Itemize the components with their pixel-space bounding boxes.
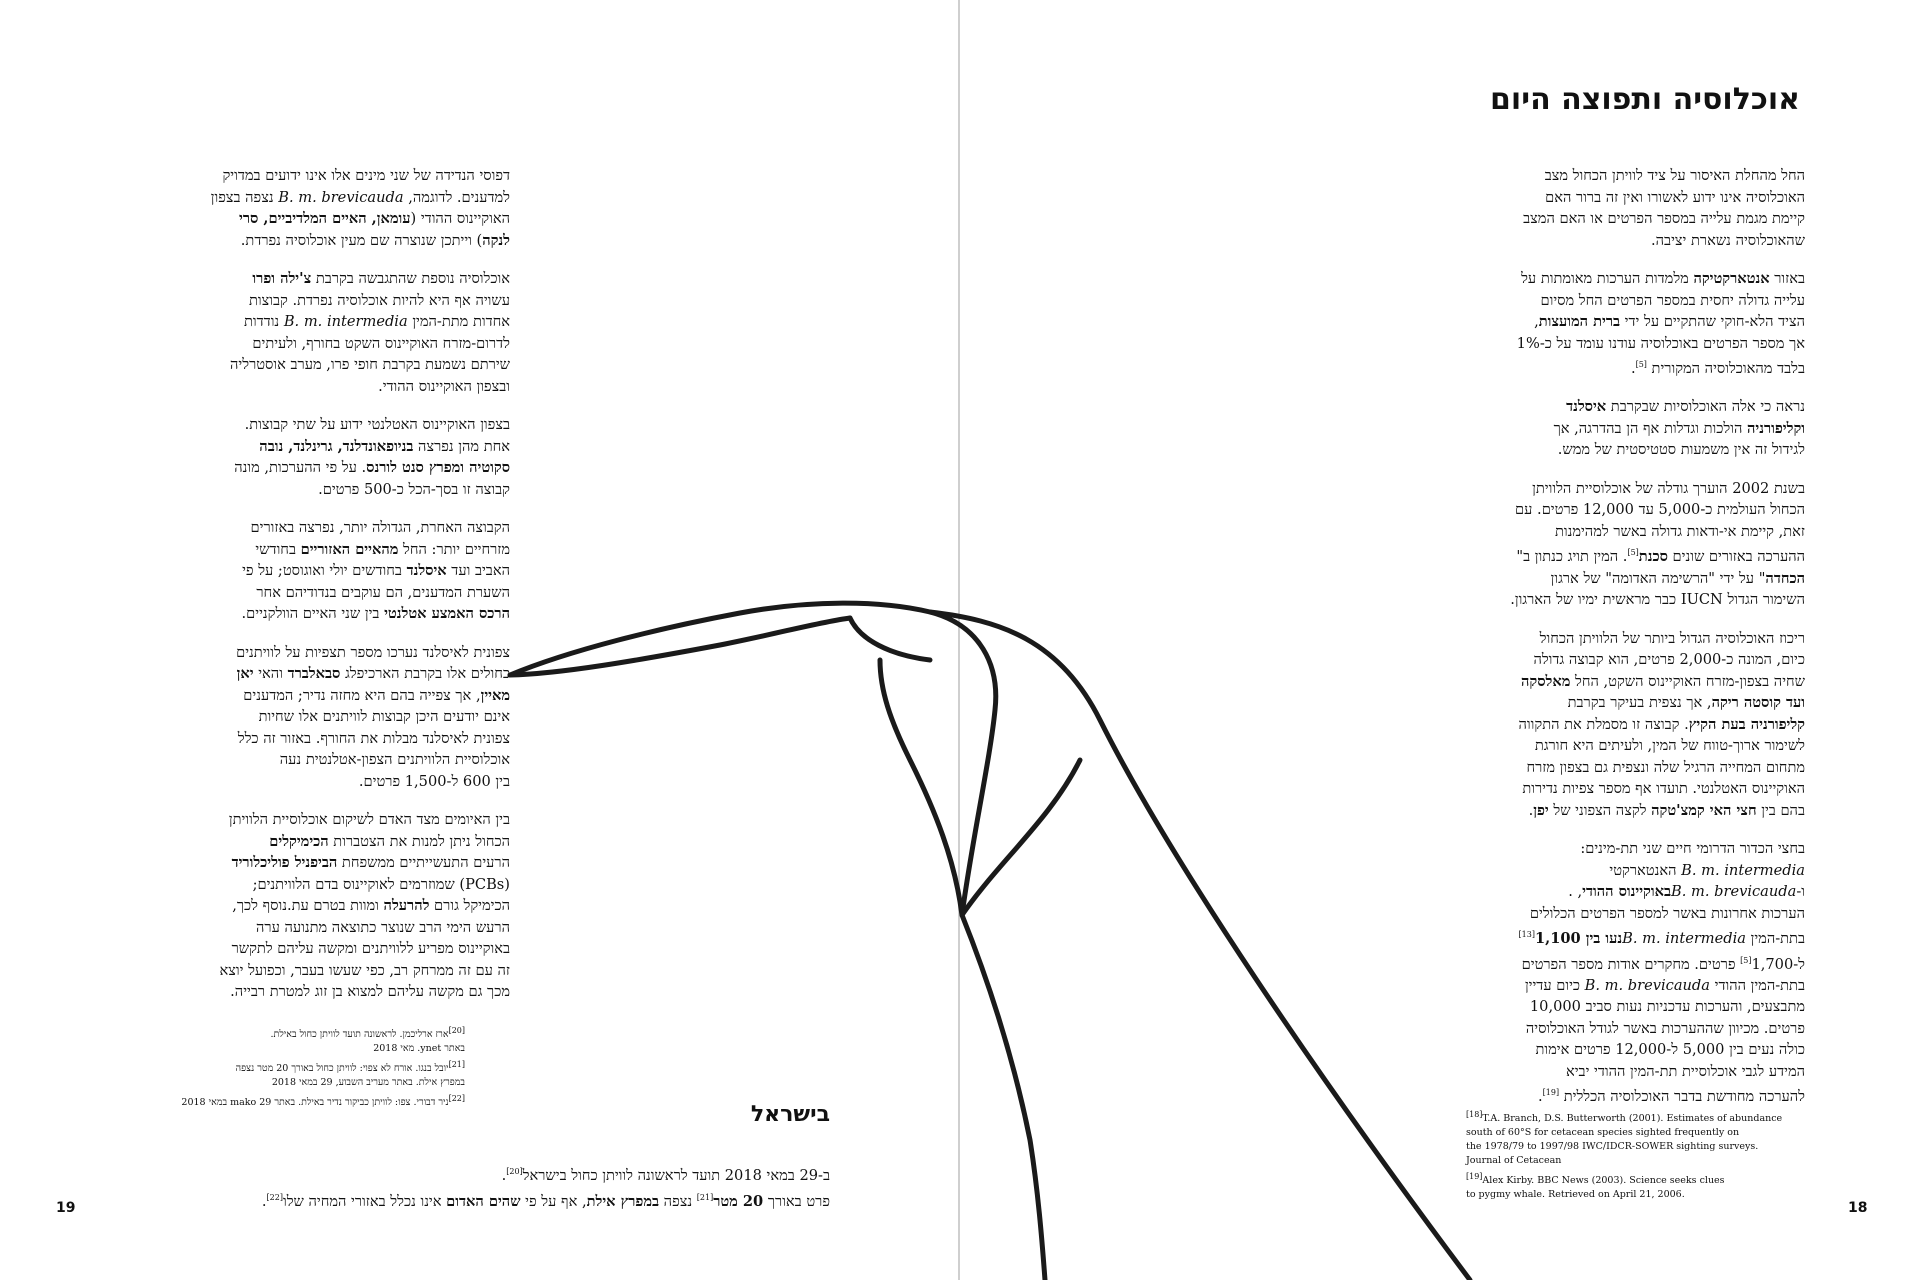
paragraph — [125, 165, 510, 251]
paragraph — [1430, 268, 1805, 379]
footnote-line: יובל בנגו. אורח לא צפוי: לוויתן כחול באורך 20 מטר נצפה — [235, 1063, 449, 1075]
footnote-ref: [19] — [1542, 1088, 1560, 1098]
left-text-column — [125, 165, 510, 1020]
bold-term: במפרץ אילת — [586, 1192, 660, 1210]
footnote-ref: [22] — [266, 1193, 283, 1202]
right-footnotes — [1466, 1108, 1846, 1204]
text-run: הולכות וגדלות אף הן בהדרגה, אך — [1553, 419, 1747, 437]
text-run: בתת-המין — [1746, 930, 1805, 948]
bold-term: מאלסקה — [1521, 672, 1571, 690]
text-line: ריכוז האוכלוסיה הגדול ביותר של הלוויתן הכחול — [1539, 629, 1805, 647]
italic-term: B. m. intermedia — [1622, 930, 1746, 948]
bold-term: מאיין — [480, 686, 510, 704]
footnote-line: T.A. Branch, D.S. Butterworth (2001). Estimates of abundance — [1482, 1113, 1783, 1125]
footnote-line: ארז ארליכמן. לראשונה תועד לוויתן כחול באילת. — [270, 1029, 449, 1041]
bold-term: לנקה — [482, 231, 510, 249]
text-run: " על ידי "הרשימה האדומה" של ארגון — [1550, 569, 1766, 587]
israel-line-1 — [300, 1160, 830, 1188]
text-run: ו- — [1796, 883, 1805, 901]
text-run: הכחול ניתן למנות את הצטברות — [328, 832, 510, 850]
bold-term: צ'ילה ופרו — [252, 270, 312, 287]
text-line: קבוצה זו בסך-הכל כ-500 פרטים. — [318, 480, 510, 498]
text-run: בחודשים יולי ואוגוסט; על פי — [242, 562, 407, 579]
text-line: בין 600 ל-1,500 פרטים. — [358, 772, 510, 790]
text-line: הערכות אחרונות באשר למספר הפרטים הכלולים — [1529, 904, 1805, 922]
text-run: ) וייתכן שנוצרה שם מעין אוכלוסיה נפרדת. — [240, 231, 483, 249]
text-run: אינו נכלל באזורי המחיה שלו — [282, 1192, 447, 1210]
footnote — [1466, 1108, 1846, 1168]
bold-term: חצי האי קמצ'טקה — [1651, 801, 1757, 819]
footnote-line: Alex Kirby. BBC News (2003). Science seeks clues — [1482, 1175, 1725, 1187]
text-line: בין האיומים מצד האדם לשיקום אוכלוסיית הלוויתן — [228, 811, 510, 828]
footnote-line: the 1978/79 to 1997/98 IWC/IDCR-SOWER sighting surveys. — [1466, 1141, 1759, 1153]
text-run: כחולים אלו בקרבת הארכיפלג — [340, 665, 510, 682]
text-line: קיימת מגמת עלייה במספר הפרטים או האם המצב — [1523, 210, 1805, 227]
bold-term: הכחדה — [1765, 569, 1805, 587]
bold-term: קליפורניה בעת הקיץ — [1688, 715, 1805, 733]
footnote-number: [18] — [1466, 1110, 1483, 1119]
bold-term: הכימיקלים — [269, 832, 329, 850]
text-run: למדענים. לדוגמה, — [403, 188, 510, 206]
bold-term: וקליפורניה — [1746, 419, 1805, 437]
text-line: כולה נעים בין 5,000 ל-12,000 פרטים אימות — [1535, 1041, 1805, 1059]
text-line: בצפון האוקיינוס האטלנטי ידוע על שתי קבוצות. — [244, 416, 510, 433]
footnote-number: [22] — [448, 1094, 465, 1104]
bold-term: ברית המועצות — [1538, 313, 1621, 330]
text-run: אחדות מתת-המין — [407, 313, 510, 330]
text-run: בין שני האיים הוולקניים. — [241, 605, 385, 622]
text-line: מתבצעים, והערכות עדכניות נעות סביב 10,000 — [1529, 998, 1805, 1016]
footnote-line: ניר דבורי. צפו: לוויתן כביקור נדיר באילת. באתר mako 29 במאי 2018 — [181, 1097, 449, 1109]
text-run: . קבוצה זו מסמלת את התקווה — [1518, 715, 1689, 733]
bold-term: אנטארקטיקה — [1693, 270, 1770, 287]
text-line: הכחול העולמית כ-5,000 עד 12,000 פרטים. עם — [1515, 501, 1805, 519]
text-run: האביב ועד — [446, 562, 510, 579]
text-line: מתחום המחייה הרגיל שלה ונצפית גם בצפון מזרח — [1526, 758, 1805, 776]
text-run: נודדות — [244, 313, 284, 330]
text-line: אוכלוסיית הלוויתנים הצפון-אטלנטית נעה — [279, 751, 510, 768]
text-line: האוכלוסיה אינו ידוע לאשורו ואין זה ברור האם — [1545, 188, 1805, 206]
bold-term: איסלנד — [1566, 398, 1607, 416]
text-run: נצפה בצפון — [210, 188, 279, 206]
text-run: , אך צפייה בהם היא מחזה נדיר; המדענים — [243, 686, 481, 704]
text-line: מכך גם מקשה עליהם למצוא בן זוג למטרת רבייה. — [230, 983, 510, 1000]
text-run: מלמדות הערכות מאומתות על — [1521, 270, 1694, 287]
text-line: שהאוכלוסיה נשארת יציבה. — [1651, 231, 1805, 249]
text-run: ומוות בטרם עת.נוסף לכך, — [232, 897, 384, 914]
text-run: , אך נצפית בעיקר בקרבת — [1567, 694, 1712, 712]
text-line: השימור הגדול IUCN כבר מראשית ימיו של הארגון. — [1510, 591, 1805, 609]
text-run: ל-1,700 — [1751, 955, 1805, 973]
footnote-ref: [5] — [1740, 955, 1752, 965]
text-line: המידע לגבי אוכלוסיית תת-המין ההודי יביא — [1565, 1062, 1805, 1080]
text-run: הכימיקל גורם — [429, 897, 510, 914]
text-run: . המין תויג כנתון ב" — [1516, 548, 1628, 566]
footnote-line: Journal of Cetacean — [1466, 1155, 1562, 1167]
text-run: , — [1572, 883, 1583, 901]
bold-term: שהים האדום — [446, 1192, 521, 1210]
paragraph — [125, 809, 510, 1003]
footnote-ref: [21] — [696, 1193, 714, 1202]
text-line: בחצי הכדור הדרומי חיים שני תת-מינים: — [1580, 840, 1805, 858]
italic-term: B. m. brevicauda — [1671, 883, 1797, 901]
footnote-number: [20] — [448, 1026, 465, 1035]
text-run: נראה כי אלה האוכלוסיות שבקרבת — [1606, 398, 1805, 416]
paragraph — [125, 414, 510, 500]
text-line: לדרום-מזרח האוקיינוס השקט בחורף, ולעיתים — [252, 334, 510, 352]
text-run: . — [1568, 883, 1573, 901]
footnote-line: to pygmy whale. Retrieved on April 21, 2006. — [1466, 1189, 1685, 1201]
text-run: מזרחיים יותר: החל — [398, 540, 510, 558]
bold-term: יאן — [236, 665, 254, 682]
footnote — [1466, 1170, 1846, 1202]
text-line: הרעש הימי הרב שנוצר כתוצאה מתנועה ערה — [256, 918, 510, 936]
text-line: ובצפון האוקיינוס ההודי. — [378, 377, 510, 395]
text-run: הציד הלא-חוקי שהתקיים על ידי — [1620, 313, 1805, 330]
text-line: כיום, המונה כ-2,000 פרטים, הוא קבוצה גדולה — [1533, 651, 1805, 669]
paragraph — [1430, 478, 1805, 611]
paragraph — [125, 642, 510, 793]
text-run: בלבד מהאוכלוסיה המקורית — [1646, 359, 1805, 377]
footnote — [135, 1092, 465, 1110]
bold-term: הביפניל פוליכלוריד — [231, 854, 338, 871]
bold-term: סבאלברד — [287, 665, 341, 682]
footnote-ref: [20] — [506, 1167, 523, 1176]
bold-term: סקוטיה ומפרץ סנט לורנס — [366, 459, 510, 476]
text-line: החל מהחלת האיסור על ציד לוויתן הכחול מצב — [1544, 167, 1805, 184]
text-line: צפונית לאיסלנד מבלות את החורף. באזור זה כלל — [237, 729, 510, 747]
text-line: אך מספר הפרטים באוכלוסיה עודנו עומד על כ-1% — [1516, 334, 1805, 352]
text-line: השערת המדענים, הם עוקבים בנדודיהם אחר — [256, 583, 510, 601]
text-line: בשנת 2002 הוערך גודלה של אוכלוסיית הלוויתן — [1532, 479, 1805, 497]
bold-term: איסלנד — [406, 562, 447, 579]
paragraph — [1430, 838, 1805, 1108]
bold-term: להרעלה — [383, 897, 430, 914]
text-line: עשויה אף היא להיות אוכלוסיה נפרדת. קבוצות — [248, 291, 510, 309]
text-run: בחודשי — [255, 540, 301, 558]
left-footnotes — [135, 1024, 465, 1112]
bold-term: הרכס האמצע אטלנטי — [384, 605, 510, 622]
text-line: שירתם נשמעת בקרבת חופי פרו, מערב אוסטרליה — [230, 356, 510, 373]
text-line: לשימור ארוך-טווח של המין, ולעיתים היא חורגת — [1534, 737, 1805, 755]
italic-term: B. m. brevicauda — [278, 188, 404, 206]
text-line: באוקיינוס מפריע ללוויתנים ומקשה עליהם לתקשר — [231, 940, 510, 957]
text-run: , — [1534, 313, 1539, 330]
text-line: (PCBs) שמוזרמים לאוקיינוס בדם הלוויתנים; — [252, 875, 510, 893]
text-run: הרעים התעשייתיים ממשפחת — [337, 854, 510, 871]
text-run: אחת מהן נפרצה — [413, 437, 510, 455]
page-number-left: 19 — [56, 1200, 76, 1216]
text-run: נצפה — [659, 1192, 697, 1210]
footnote-ref: [5] — [1635, 360, 1647, 369]
paragraph — [1430, 396, 1805, 461]
text-line: זאת, קיימת אי-ודאות גדולה באשר למהימנות — [1554, 522, 1805, 540]
text-run: . — [1630, 359, 1636, 377]
text-line: פרטים. מכיוון שההערכות באשר לגודל האוכלוסיה — [1525, 1019, 1805, 1037]
footnote-line: באתר ynet. מאי 2018 — [373, 1043, 465, 1055]
footnote — [135, 1024, 465, 1056]
bold-term: 20 מטר — [713, 1192, 764, 1210]
text-run: . — [1538, 1088, 1543, 1106]
italic-term: B. m. brevicauda — [1584, 976, 1710, 994]
text-line: לגידול זה אין משמעות סטטיסטית של ממש. — [1557, 441, 1805, 459]
bold-term: ועד קוסטה ריקה — [1711, 694, 1805, 712]
text-line: האוקיינוס האטלנטי. תועדו אף מספר צפיות נדירות — [1522, 780, 1805, 798]
footnote-ref: [13] — [1518, 930, 1535, 940]
right-text-column — [1430, 165, 1805, 1125]
israel-line-2 — [150, 1186, 830, 1214]
israel-heading: בישראל — [750, 1102, 830, 1127]
bold-term: סכנת — [1638, 548, 1668, 566]
text-run: האנטארקטי — [1609, 861, 1682, 879]
text-run: , אף על פי — [520, 1192, 587, 1210]
italic-term: B. m. intermedia — [283, 313, 408, 330]
paragraph — [125, 517, 510, 625]
text-run: כיום עדיין — [1524, 976, 1585, 994]
text-run: להערכה מחודשת בדבר האוכלוסיה הכללית — [1559, 1088, 1805, 1106]
page-number-right: 18 — [1848, 1200, 1868, 1216]
text-run: פרטים. מחקרים אודות מספר הפרטים — [1521, 955, 1741, 973]
text-line: צפונית לאיסלנד נערכו מספר תצפיות על לוויתנים — [236, 643, 510, 661]
text-run: באזור — [1769, 270, 1805, 287]
paragraph — [1430, 628, 1805, 822]
book-spine — [958, 0, 960, 1280]
text-run: לקצה הצפוני של — [1548, 801, 1652, 819]
bold-term: בניופאונדלנד, גרינלנד, נובה — [259, 437, 414, 455]
footnote-ref: [5] — [1627, 548, 1639, 558]
footnote-line: במפרץ אילת. באתר מעריב השבוע, 29 במאי 2018 — [271, 1077, 465, 1089]
text-run: שחיה בצפון-מזרח האוקיינוס השקט, החל — [1570, 672, 1805, 690]
footnote — [135, 1058, 465, 1090]
footnote-number: [19] — [1466, 1172, 1483, 1182]
text-run: בתת-המין ההודי — [1709, 976, 1805, 994]
text-line: הקבוצה האחרת, הגדולה יותר, נפרצה באזורים — [250, 519, 510, 536]
text-line: עלייה גדולה יחסית במספר הפרטים החל מסיום — [1540, 291, 1805, 309]
text-run: . — [261, 1192, 267, 1210]
text-line: דפוסי הנדידה של שני מינים אלו אינו ידועים במדויק — [222, 167, 510, 184]
bold-term: יפן — [1533, 801, 1549, 819]
bold-term: מהאיים האזוריים — [300, 540, 399, 558]
bold-term: עומאן, האיים המלדיביים, סרי — [239, 210, 411, 227]
text-run: פרט באורך — [763, 1192, 830, 1210]
text-run: והאי — [253, 665, 288, 682]
page-title: אוכלוסיה ותפוצה היום — [1490, 82, 1800, 117]
text-line: זה עם זה ממרחק רב, כפי שעשו בעבר, וכפועל יוצא — [219, 961, 510, 979]
italic-term: B. m. intermedia — [1681, 861, 1805, 879]
text-run: אוכלוסיה נוספת שהתגבשה בקרבת — [311, 270, 510, 287]
text-run: ב-29 במאי 2018 תועד לראשונה לוויתן כחול בישראל — [522, 1166, 830, 1184]
bold-term: נעו בין 1,100 — [1534, 930, 1623, 948]
footnote-line: south of 60°S for cetacean species sighted frequently on — [1466, 1127, 1740, 1139]
paragraph — [1430, 165, 1805, 251]
paragraph — [125, 268, 510, 397]
text-run: ההערכה באזורים שונים — [1667, 548, 1805, 566]
bold-term: באוקיינוס ההודי — [1582, 883, 1672, 901]
text-run: . — [1528, 801, 1534, 819]
text-line: אינם יודעים היכן קבוצות לוויתנים אלו שחיות — [258, 708, 510, 725]
text-run: בהם בין — [1756, 801, 1805, 819]
footnote-number: [21] — [448, 1060, 465, 1070]
text-run: . — [501, 1166, 507, 1184]
text-run: . על פי ההערכות, מונה — [234, 459, 367, 476]
text-run: האוקיינוס ההודי ( — [410, 210, 510, 227]
